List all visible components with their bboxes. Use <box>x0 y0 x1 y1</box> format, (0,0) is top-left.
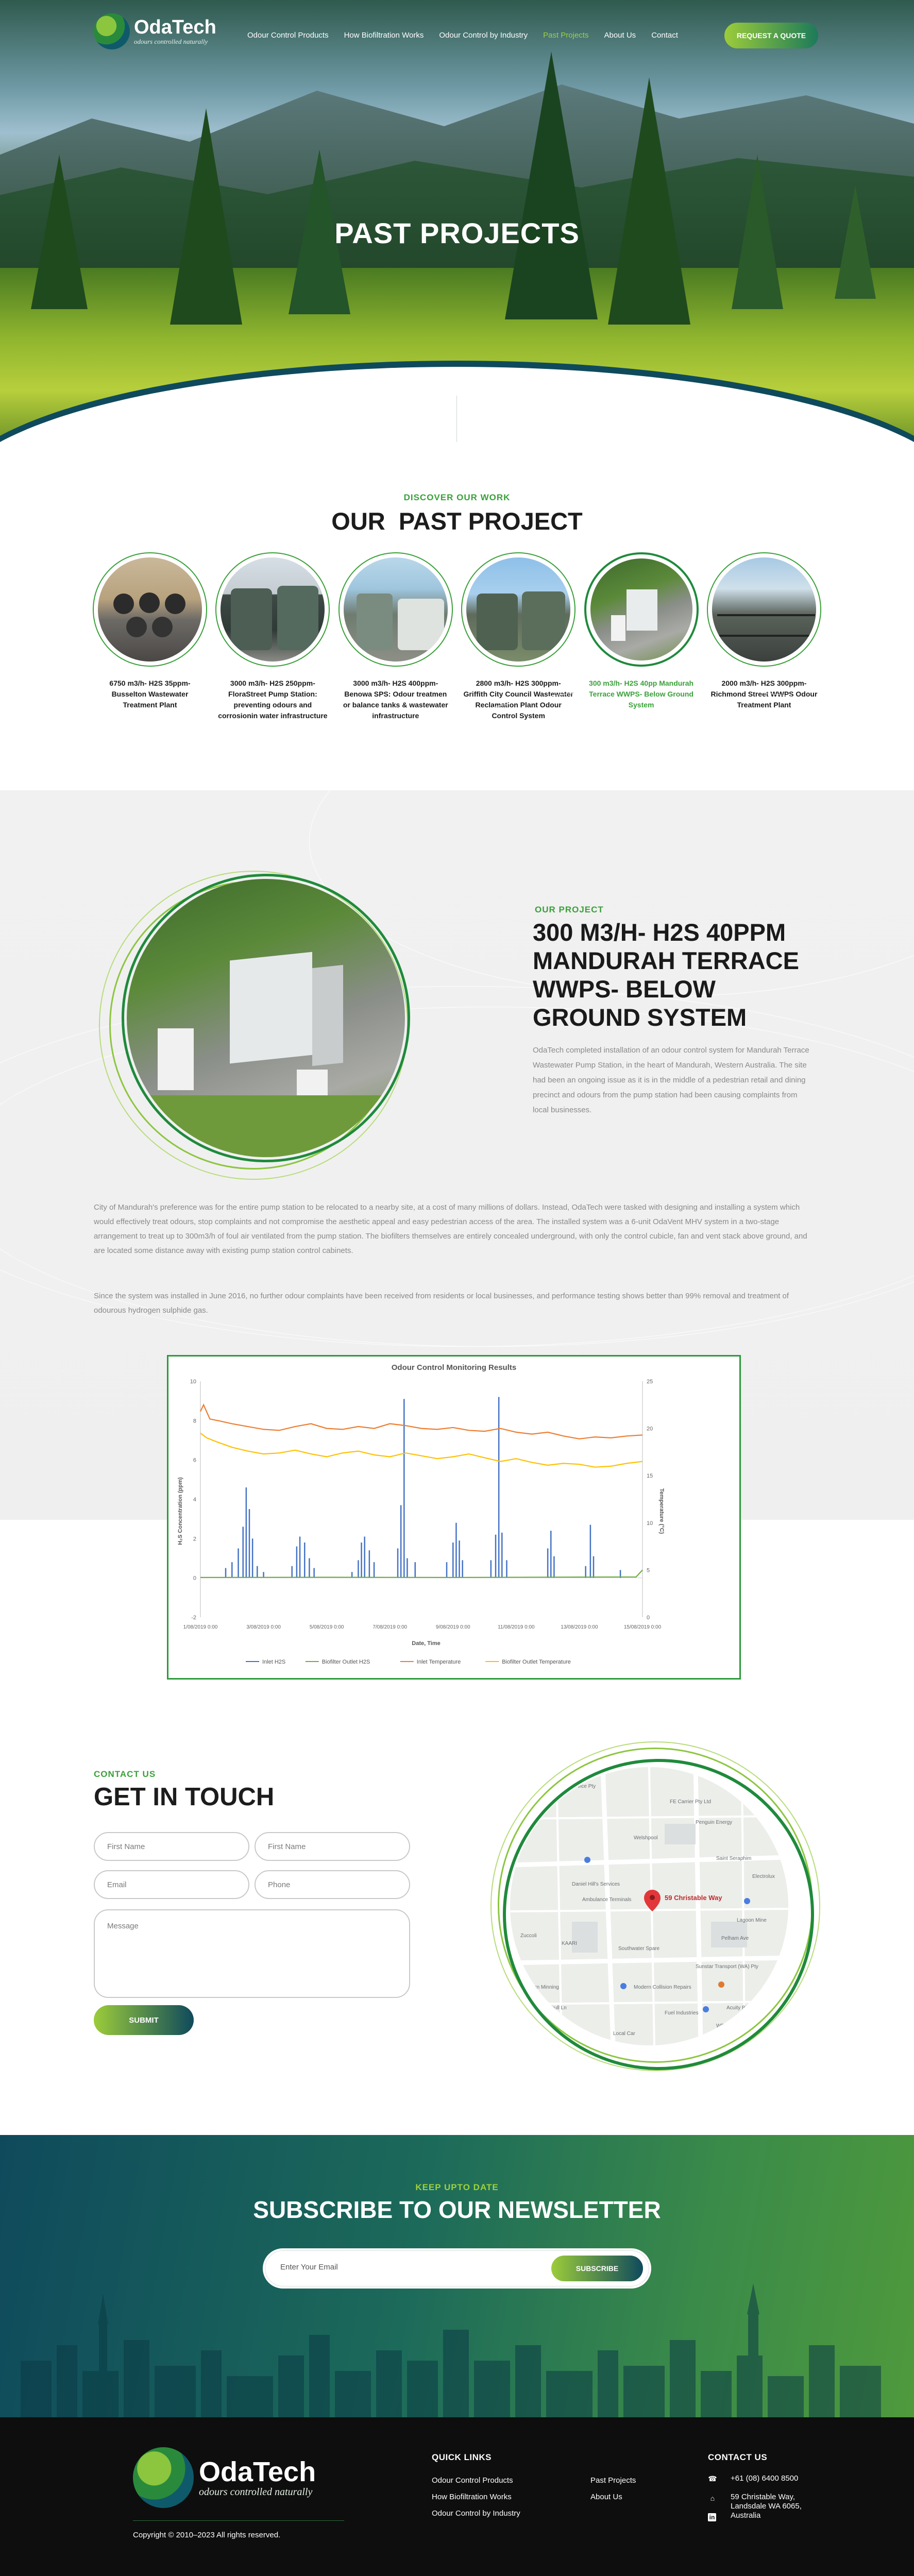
map-place-label: Saint Seraphim <box>716 1856 752 1861</box>
footer-link-biofiltration[interactable]: How Biofiltration Works <box>432 2493 512 2501</box>
map-place-label: FE Carrier Pty Ltd <box>670 1799 712 1805</box>
last-name-field[interactable]: First Name <box>255 1832 410 1861</box>
nav-about-us[interactable]: About Us <box>604 31 636 40</box>
site-footer <box>0 2417 914 2576</box>
map-canvas <box>510 1767 788 2045</box>
project-main-photo <box>127 879 405 1157</box>
city-skyline-illustration <box>0 2283 914 2417</box>
chart-y-tick: 8 <box>193 1418 196 1425</box>
chart-canvas <box>168 1357 739 1678</box>
footer-contact-title: CONTACT US <box>708 2452 768 2462</box>
linkedin-icon[interactable]: in <box>708 2513 716 2521</box>
chart-y2-tick: 5 <box>647 1567 650 1574</box>
detail-eyebrow: OUR PROJECT <box>535 905 604 914</box>
chart-x-tick: 11/08/2019 0:00 <box>498 1624 535 1630</box>
project-photo <box>466 557 570 662</box>
logo-leaf-icon <box>133 2447 194 2508</box>
poi-marker-icon <box>744 1898 750 1904</box>
footer-phone[interactable]: +61 (08) 6400 8500 <box>731 2474 799 2483</box>
logo-tagline: odours controlled naturally <box>134 38 208 45</box>
map-place-label: Tennyson Service Pty <box>546 1784 596 1789</box>
submit-button[interactable]: SUBMIT <box>94 2005 194 2035</box>
newsletter-title: SUBSCRIBE TO OUR NEWSLETTER <box>253 2196 661 2223</box>
copyright: Copyright © 2010–2023 All rights reserved. <box>133 2531 281 2539</box>
chart-legend-label: Inlet H2S <box>262 1659 286 1665</box>
map-place-label: Zuccoli <box>520 1933 537 1939</box>
location-icon: ⌂ <box>710 2494 715 2502</box>
project-thumbnail[interactable] <box>461 552 576 667</box>
map-place-label: Sunstar Transport (WA) Pty <box>696 1964 758 1970</box>
projects-title: OUR PAST PROJECT <box>331 507 583 535</box>
footer-address <box>731 2493 802 2520</box>
page-title: PAST PROJECTS <box>334 217 580 249</box>
chart-x-tick: 15/08/2019 0:00 <box>623 1624 662 1630</box>
project-thumbnail[interactable] <box>338 552 453 667</box>
map-place-label: Acuity Bill <box>726 2005 749 2011</box>
map-place-label: Turnbull Ln <box>541 2005 567 2011</box>
map-place-label: Pelham Ave <box>721 1936 749 1941</box>
newsletter-eyebrow: KEEP UPTO DATE <box>415 2182 499 2192</box>
logo-tagline: odours controlled naturally <box>199 2486 313 2498</box>
chart-y2-tick: 15 <box>647 1473 653 1480</box>
chart-x-tick: 13/08/2019 0:00 <box>561 1624 598 1630</box>
project-label[interactable]: 3000 m3/h- H2S 250ppm- FloraStreet Pump Station: preventing odours and corrosionin water infrastructure <box>218 679 328 720</box>
monitoring-chart <box>167 1355 741 1680</box>
map-place-label: Daniel Hill's Services <box>572 1882 620 1887</box>
site-logo[interactable] <box>94 13 216 49</box>
project-label[interactable]: 3000 m3/h- H2S 400ppm- Benowa SPS: Odour treatmen or balance tanks & wastewater infrastructure <box>343 679 448 720</box>
chart-y-tick: 4 <box>193 1497 196 1503</box>
chart-legend-label: Biofilter Outlet H2S <box>321 1659 370 1665</box>
project-label[interactable]: 2000 m3/h- H2S 300ppm- Richmond Street WWPS Odour Treatment Plant <box>710 679 818 709</box>
chart-y2-axis-label: Temperature (°C) <box>658 1488 665 1534</box>
footer-link-industry[interactable]: Odour Control by Industry <box>432 2509 520 2518</box>
phone-icon: ☎ <box>708 2475 717 2483</box>
project-thumbnail[interactable] <box>93 552 207 667</box>
chart-y-axis-label: H₂S Concentration (ppm) <box>177 1477 183 1545</box>
project-card[interactable] <box>215 552 330 721</box>
poi-marker-icon <box>703 2006 709 2012</box>
scroll-down-icon[interactable] <box>451 367 462 389</box>
main-nav <box>247 31 693 40</box>
map-place-label: Electrolux <box>752 1874 775 1879</box>
project-card[interactable] <box>93 552 207 721</box>
map-place-label: Lagoon Mine <box>737 1918 767 1923</box>
map-place-label: Penguin Energy <box>696 1820 733 1825</box>
chart-y2-tick: 25 <box>647 1379 653 1385</box>
tree-illustration <box>608 77 690 325</box>
detail-title: 300 M3/H- H2S 40PPM MANDURAH TERRACE WWPS- BELOW GROUND SYSTEM <box>533 919 799 1031</box>
phone-field[interactable]: Phone <box>255 1870 410 1899</box>
chart-x-tick: 9/08/2019 0:00 <box>435 1624 470 1630</box>
project-photo <box>590 558 692 660</box>
chart-x-tick: 7/08/2019 0:00 <box>373 1624 408 1630</box>
map-place-label: KAARI <box>562 1941 578 1946</box>
chart-y-tick: -2 <box>191 1615 196 1621</box>
poi-marker-icon <box>584 1857 590 1863</box>
map-place-label: Ambulance Terminals <box>582 1897 632 1903</box>
footer-divider <box>133 2520 344 2521</box>
chart-y2-tick: 10 <box>647 1520 653 1527</box>
map-place-label: Local Car <box>613 2031 635 2037</box>
contact-eyebrow: CONTACT US <box>94 1769 156 1779</box>
subscribe-button[interactable]: SUBSCRIBE <box>551 2256 643 2281</box>
chart-y2-tick: 20 <box>647 1426 653 1432</box>
address-line: 59 Christable Way, <box>731 2493 795 2501</box>
project-thumbnail[interactable] <box>215 552 330 667</box>
poi-marker-icon <box>620 1983 627 1989</box>
chart-legend-label: Biofilter Outlet Temperature <box>502 1659 571 1665</box>
chart-y-tick: 2 <box>193 1536 196 1543</box>
chart-legend-label: Inlet Temperature <box>416 1659 461 1665</box>
nav-contact[interactable]: Contact <box>651 31 678 40</box>
chart-series-line <box>200 1405 642 1439</box>
address-line: Australia <box>731 2511 761 2520</box>
request-quote-button[interactable]: REQUEST A QUOTE <box>724 23 818 48</box>
project-thumbnail[interactable] <box>584 552 699 667</box>
project-photo <box>98 557 202 662</box>
map-place-label: Western Minning <box>520 1985 559 1990</box>
chart-x-tick: 1/08/2019 0:00 <box>183 1624 218 1630</box>
chart-y-tick: 6 <box>193 1457 196 1464</box>
map-place-label: WPC Engineering <box>716 2023 757 2029</box>
project-photo <box>712 557 816 662</box>
poi-marker-icon <box>718 1981 724 1988</box>
logo-name: OdaTech <box>199 2456 316 2487</box>
chart-x-tick: 5/08/2019 0:00 <box>309 1624 344 1630</box>
nav-how-biofiltration-works[interactable]: How Biofiltration Works <box>344 31 424 40</box>
map-place-label: Welshpool <box>634 1835 658 1841</box>
scroll-line <box>456 396 457 442</box>
detail-description: OdaTech completed installation of an odour control system for Mandurah Terrace Wastewater Pump Station, in the heart of Mandurah, Western Australia. The site had been an ongoing issue as it is in the middle of a pedestrian retail and dining precinct and odours from the pump station had been causing complaints from local businesses. <box>533 1046 809 1114</box>
email-field[interactable]: Email <box>94 1870 249 1899</box>
hero-banner <box>0 0 914 443</box>
map-place-label: Southwater Spare <box>618 1946 660 1952</box>
chart-x-tick: 3/08/2019 0:00 <box>246 1624 281 1630</box>
project-label[interactable]: 2800 m3/h- H2S 300ppm- Griffith City Council Wastewater Reclamation Plant Odour Control System <box>463 679 573 720</box>
tree-illustration <box>505 52 598 319</box>
newsletter-email-input[interactable]: Enter Your Email <box>280 2263 338 2272</box>
map-place-label: Modern Collision Repairs <box>634 1985 691 1990</box>
footer-link-products[interactable]: Odour Control Products <box>432 2476 513 2485</box>
logo-name: OdaTech <box>134 16 216 38</box>
project-label[interactable]: 6750 m3/h- H2S 35ppm- Busselton Wastewater Treatment Plant <box>109 679 191 709</box>
nav-past-projects[interactable]: Past Projects <box>543 31 589 40</box>
newsletter-form <box>263 2248 651 2289</box>
project-paragraph: Since the system was installed in June 2016, no further odour complaints have been received from residents or local businesses, and performance testing shows better than 99% removal and treatment of odourous hydrogen sulphide gas. <box>94 1292 789 1315</box>
project-photo <box>344 557 448 662</box>
projects-eyebrow: DISCOVER OUR WORK <box>403 493 511 502</box>
project-label[interactable]: 300 m3/h- H2S 40pp Mandurah Terrace WWPS- Below Ground System <box>589 679 694 709</box>
chart-y-tick: 0 <box>193 1575 196 1582</box>
contact-title: GET IN TOUCH <box>94 1783 275 1811</box>
chart-y-tick: 10 <box>190 1379 196 1385</box>
project-photo <box>221 557 325 662</box>
footer-link-past-projects[interactable]: Past Projects <box>590 2476 636 2485</box>
footer-link-about[interactable]: About Us <box>590 2493 622 2501</box>
quick-links-title: QUICK LINKS <box>432 2452 492 2462</box>
first-name-field[interactable]: First Name <box>94 1832 249 1861</box>
location-map[interactable] <box>510 1767 788 2045</box>
chart-title: Odour Control Monitoring Results <box>391 1363 517 1372</box>
address-line: Landsdale WA 6065, <box>731 2502 802 2511</box>
chart-series-line <box>200 1570 642 1578</box>
project-thumbnail[interactable] <box>707 552 821 667</box>
nav-odour-control-products[interactable]: Odour Control Products <box>247 31 329 40</box>
chart-x-axis-label: Date, Time <box>412 1640 441 1647</box>
message-field[interactable]: Message <box>94 1909 410 1998</box>
chart-y2-tick: 0 <box>647 1615 650 1621</box>
project-paragraph: City of Mandurah's preference was for the entire pump station to be relocated to a nearby site, at a cost of many millions of dollars. Instead, OdaTech were tasked with designing and installing a system which would effectively treat odours, stop complaints and not compromise the aesthetic appeal and easy pedestrian access of the area. The installed system was a 6-unit OdaVent MHV system in a two-stage arrangement to treat up to 300m3/h of foul air ventilated from the pump station. The biofilters themselves are entirely concealed underground, with only the control cubicle, fan and vent stack above ground, and are located some distance away with existing pump station control cabinets. <box>94 1203 807 1255</box>
footer-logo[interactable] <box>133 2447 316 2508</box>
logo-leaf-icon <box>94 13 130 49</box>
map-place-label: Fuel Industries <box>665 2010 699 2016</box>
nav-odour-control-by-industry[interactable]: Odour Control by Industry <box>439 31 528 40</box>
project-card[interactable] <box>338 552 453 721</box>
map-pin-label: 59 Christable Way <box>665 1894 722 1902</box>
newsletter-section <box>0 2135 914 2417</box>
